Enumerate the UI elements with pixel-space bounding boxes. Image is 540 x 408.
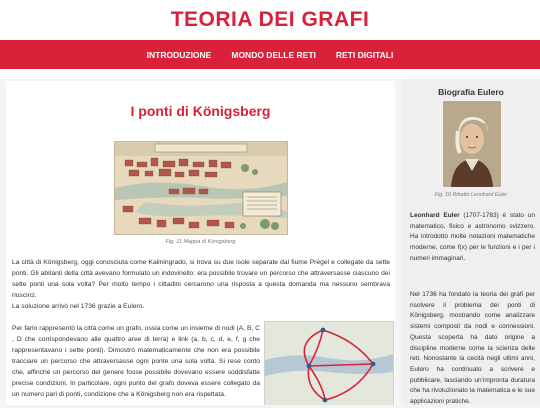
- main-content: [6, 81, 395, 405]
- nav-item-mondo-delle-reti[interactable]: MONDO DELLE RETI: [231, 49, 316, 60]
- map-caption: Fig. 11 Mappa di Königsberg: [165, 239, 236, 245]
- bio-paragraph-2: Nel 1736 ha fondato la teoria dei grafi per risolvere il problema dei ponti di Königsberg, mostrando come analizzare sistemi composti da nodi e connessioni. Questa scoperta ha dato origine a discipline moderne come la scienza delle reti. Nonostante la cecità negli ultimi anni, Eulero ha continuato a scrivere e pubblicare, lasciando un'impronta duratura che ha rivoluzionato la matematica e le sue applicazioni pratiche.: [410, 291, 535, 406]
- sidebar-biography: [402, 79, 540, 405]
- konigsberg-graph-image: [264, 321, 394, 405]
- portrait-caption: Fig. 10 Ritratto Leonhard Euler: [434, 192, 508, 198]
- main-navbar: [0, 40, 540, 69]
- nav-item-introduzione[interactable]: INTRODUZIONE: [146, 49, 212, 60]
- site-title[interactable]: TEORIA DEI GRAFI: [0, 0, 540, 40]
- euler-portrait-image: [443, 101, 501, 187]
- bio-name: Leonhard Euler: [410, 212, 460, 219]
- nav-item-reti-digitali[interactable]: RETI DIGITALI: [335, 49, 394, 60]
- intro-text-tail: La soluzione arrivò nel 1736 grazie a Eulero.: [12, 303, 145, 310]
- intro-text: La città di Königsberg, oggi conosciuta come Kaliningrado, si trova su due isole separate dal fiume Pregel e collegate da sette ponti. Gli abitanti della città avevano formulato un indovinello: era possibile trovare un percorso che attraversasse ciascuno dei sette ponti una sola volta? Per molto tempo i cittadini cercarono una risposta a questa domanda ma nessuno sembrava riuscirci.: [12, 259, 390, 299]
- bio-text-1: (1707-1783) è stato un matematico, fisico e astronomo svizzero. Ha introdotto molte notazioni matematiche moderne, come f(x) per le funzioni e i per i numeri immaginari.: [410, 212, 535, 262]
- intro-paragraph: [12, 257, 390, 312]
- spacer: [0, 69, 540, 79]
- sidebar-title: Biografia Eulero: [438, 87, 504, 97]
- bio-paragraph-1: [410, 211, 535, 265]
- konigsberg-map-image: [114, 141, 288, 235]
- graph-paragraph: Per farlo rappresentò la città come un grafo, ossia come un insieme di nodi (A, B, C , D che corrispondevano alle quattro aree di terra) e link (a, b, c, d, e, f, g che rappresentavano i sette ponti). Dimostrò matematicamente che non era possibile tracciare un percorso che attraversasse ogni ponte una sola volta. Si rese conto che, affinché un percorso del genere fosse possibile dovevano essere soddisfatte precise condizioni. In particolare, ogni punto del grafo doveva essere collegato da un numero pari di ponti, condizione che a Königsberg non era rispettata.: [12, 325, 260, 398]
- page-title: I ponti di Königsberg: [130, 103, 271, 119]
